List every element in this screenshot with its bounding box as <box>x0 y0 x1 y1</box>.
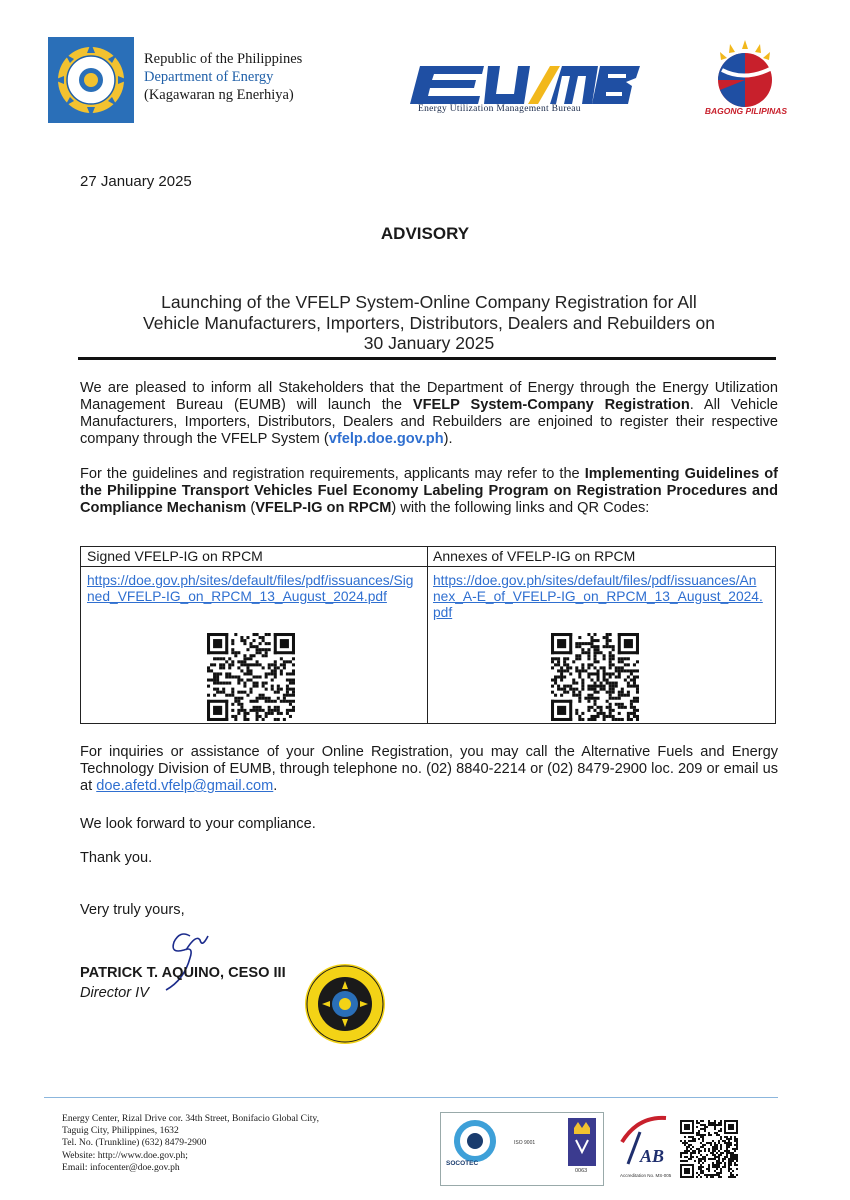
p1-text-1: We are pleased to inform all Stakeholders that the Department of Energy through the Energy Utilization Management Bureau (EUMB) will launch the <box>80 380 778 413</box>
eumb-caption: Energy Utilization Management Bureau <box>418 104 581 114</box>
footer-telephone: Tel. No. (Trunkline) (632) 8479-2900 <box>62 1137 207 1149</box>
subject-line-2: Vehicle Manufacturers, Importers, Distributors, Dealers and Rebuilders on <box>143 312 715 333</box>
doe-official-stamp-icon <box>304 963 386 1045</box>
doe-letterhead <box>144 50 302 104</box>
paragraph-thanks: Thank you. <box>80 850 153 866</box>
inquiry-email-link[interactable]: doe.afetd.vfelp@gmail.com <box>96 778 274 794</box>
socotec-label: SOCOTEC <box>446 1160 479 1167</box>
ukas-number: 0063 <box>575 1168 588 1174</box>
qr-code-icon[interactable] <box>207 633 295 721</box>
annexes-link[interactable]: https://doe.gov.ph/sites/default/files/pdf/issuances/Annex_A-E_of_VFELP-IG_on_RPCM_13_August_2024.pdf <box>433 573 763 620</box>
signer-name: PATRICK T. AQUINO, CESO III <box>80 965 286 981</box>
p2-bold-guidelines: Implementing Guidelines of the Philippine Transport Vehicles Fuel Economy Labeling Program on Registration Procedures and Compliance Mechanism <box>80 466 779 516</box>
table-column-annexes <box>427 547 775 723</box>
qr-code-icon[interactable] <box>551 633 639 721</box>
footer-contact <box>62 1113 319 1174</box>
footer-address-2: Taguig City, Philippines, 1632 <box>62 1125 179 1137</box>
table-column-signed <box>81 547 428 723</box>
paragraph-inquiries <box>80 744 778 795</box>
table-header-signed: Signed VFELP-IG on RPCM <box>81 547 427 567</box>
subject-line-1: Launching of the VFELP System-Online Company Registration for All <box>161 292 697 312</box>
svg-text:AB: AB <box>640 1146 665 1166</box>
p3-text-1: For inquiries or assistance of your Online Registration, you may call the Alternative Fuels and Energy Technology Division of EUMB, through telephone no. (02) 8840-2214 or (02) 8479-2900 loc. 209 or email us at <box>80 744 778 794</box>
iso-label: ISO 9001 <box>514 1140 536 1146</box>
signer-title: Director IV <box>80 985 149 1001</box>
bagong-pilipinas-logo <box>708 40 782 108</box>
doe-seal-logo <box>48 37 134 123</box>
pab-accreditation-icon <box>618 1112 670 1170</box>
bagong-pilipinas-caption: BAGONG PILIPINAS <box>704 106 788 116</box>
footer-divider <box>44 1097 778 1098</box>
p1-text-2: . All Vehicle Manufacturers, Importers, Distributors, Dealers and Rebuilders are enjoined to register their respective company through the VFELP System ( <box>80 397 778 447</box>
advisory-title: ADVISORY <box>380 224 470 243</box>
sunburst-seal-icon <box>48 37 134 123</box>
bagong-pilipinas-emblem-icon <box>708 40 782 108</box>
closing-salutation: Very truly yours, <box>80 902 185 918</box>
footer-website: Website: http://www.doe.gov.ph; <box>62 1149 188 1161</box>
signed-ig-link[interactable]: https://doe.gov.ph/sites/default/files/pdf/issuances/Signed_VFELP-IG_on_RPCM_13_August_2024.pdf <box>87 573 414 604</box>
links-qr-table <box>80 546 776 724</box>
subject-divider <box>78 357 776 360</box>
vfelp-system-link[interactable]: vfelp.doe.gov.ph <box>328 431 444 447</box>
p2-text-3: ) with the following links and QR Codes: <box>391 500 650 516</box>
p1-text-3: ). <box>443 431 453 447</box>
letter-date: 27 January 2025 <box>80 173 192 190</box>
paragraph-compliance: We look forward to your compliance. <box>80 816 316 832</box>
eumb-wordmark-icon <box>410 58 640 106</box>
p2-text-2: ( <box>246 500 256 516</box>
handwritten-signature <box>150 928 220 992</box>
subject-line-3: 30 January 2025 <box>363 333 495 353</box>
paragraph-guidelines <box>80 466 778 517</box>
paragraph-announcement <box>80 380 778 448</box>
p1-bold-system: VFELP System-Company Registration <box>412 397 690 413</box>
org-department: Department of Energy <box>144 69 274 85</box>
qr-code-icon[interactable] <box>680 1120 738 1178</box>
footer-email: Email: infocenter@doe.gov.ph <box>62 1161 180 1173</box>
table-header-annexes: Annexes of VFELP-IG on RPCM <box>427 547 775 567</box>
p2-text-1: For the guidelines and registration requirements, applicants may refer to the <box>80 466 585 482</box>
footer-address-1: Energy Center, Rizal Drive cor. 34th Street, Bonifacio Global City, <box>62 1113 319 1124</box>
org-republic: Republic of the Philippines <box>144 51 303 67</box>
p3-text-2: . <box>273 778 278 794</box>
pab-accreditation-number: Accreditation No. MS-005 <box>620 1173 672 1178</box>
socotec-ring-icon <box>445 1117 505 1165</box>
org-tagalog: (Kagawaran ng Enerhiya) <box>144 87 294 103</box>
p2-bold-acronym: VFELP-IG on RPCM <box>255 500 392 516</box>
advisory-subject <box>80 292 778 354</box>
ukas-crown-icon <box>568 1118 596 1166</box>
